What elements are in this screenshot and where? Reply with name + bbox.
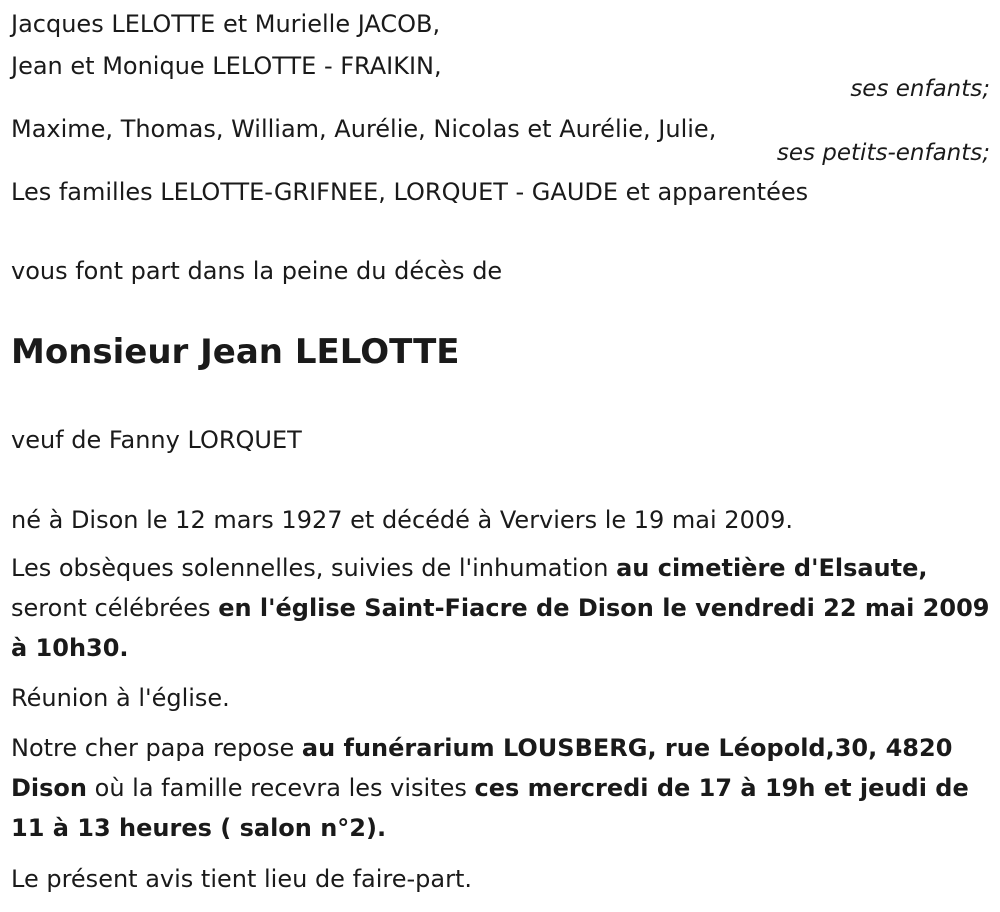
family-line-1: Jacques LELOTTE et Murielle JACOB,	[11, 10, 441, 38]
rest-intro: Notre cher papa repose	[11, 734, 302, 762]
deceased-name: Monsieur Jean LELOTTE	[11, 332, 460, 372]
announcement-line: vous font part dans la peine du décès de	[11, 257, 503, 285]
birth-death-line: né à Dison le 12 mars 1927 et décédé à Verviers le 19 mai 2009.	[11, 506, 794, 534]
rest-middle: où la famille recevra les visites	[87, 774, 475, 802]
funeral-church: en l'église Saint-Fiacre de Dison le vendredi 22 mai 2009 à 10h30.	[11, 594, 990, 662]
families-line: Les familles LELOTTE-GRIFNEE, LORQUET - GAUDE et apparentées	[11, 178, 809, 206]
funeral-paragraph	[11, 548, 991, 668]
rest-place: au funérarium LOUSBERG, rue Léopold,30, 4820 Dison	[11, 734, 953, 802]
funeral-middle: seront célébrées	[11, 594, 219, 622]
funeral-intro: Les obsèques solennelles, suivies de l'inhumation	[11, 554, 617, 582]
rest-times: ces mercredi de 17 à 19h et jeudi de 11 à 13 heures ( salon n°2).	[11, 774, 969, 842]
grandchildren-line: Maxime, Thomas, William, Aurélie, Nicolas et Aurélie, Julie,	[11, 115, 717, 143]
meeting-line: Réunion à l'église.	[11, 684, 230, 712]
rest-paragraph	[11, 728, 991, 848]
funeral-cemetery: au cimetière d'Elsaute,	[616, 554, 928, 582]
grandchildren-label: ses petits-enfants;	[776, 140, 990, 166]
closing-line: Le présent avis tient lieu de faire-part.	[11, 865, 473, 893]
children-label: ses enfants;	[850, 76, 990, 102]
widower-line: veuf de Fanny LORQUET	[11, 426, 302, 454]
family-line-2: Jean et Monique LELOTTE - FRAIKIN,	[11, 52, 442, 80]
